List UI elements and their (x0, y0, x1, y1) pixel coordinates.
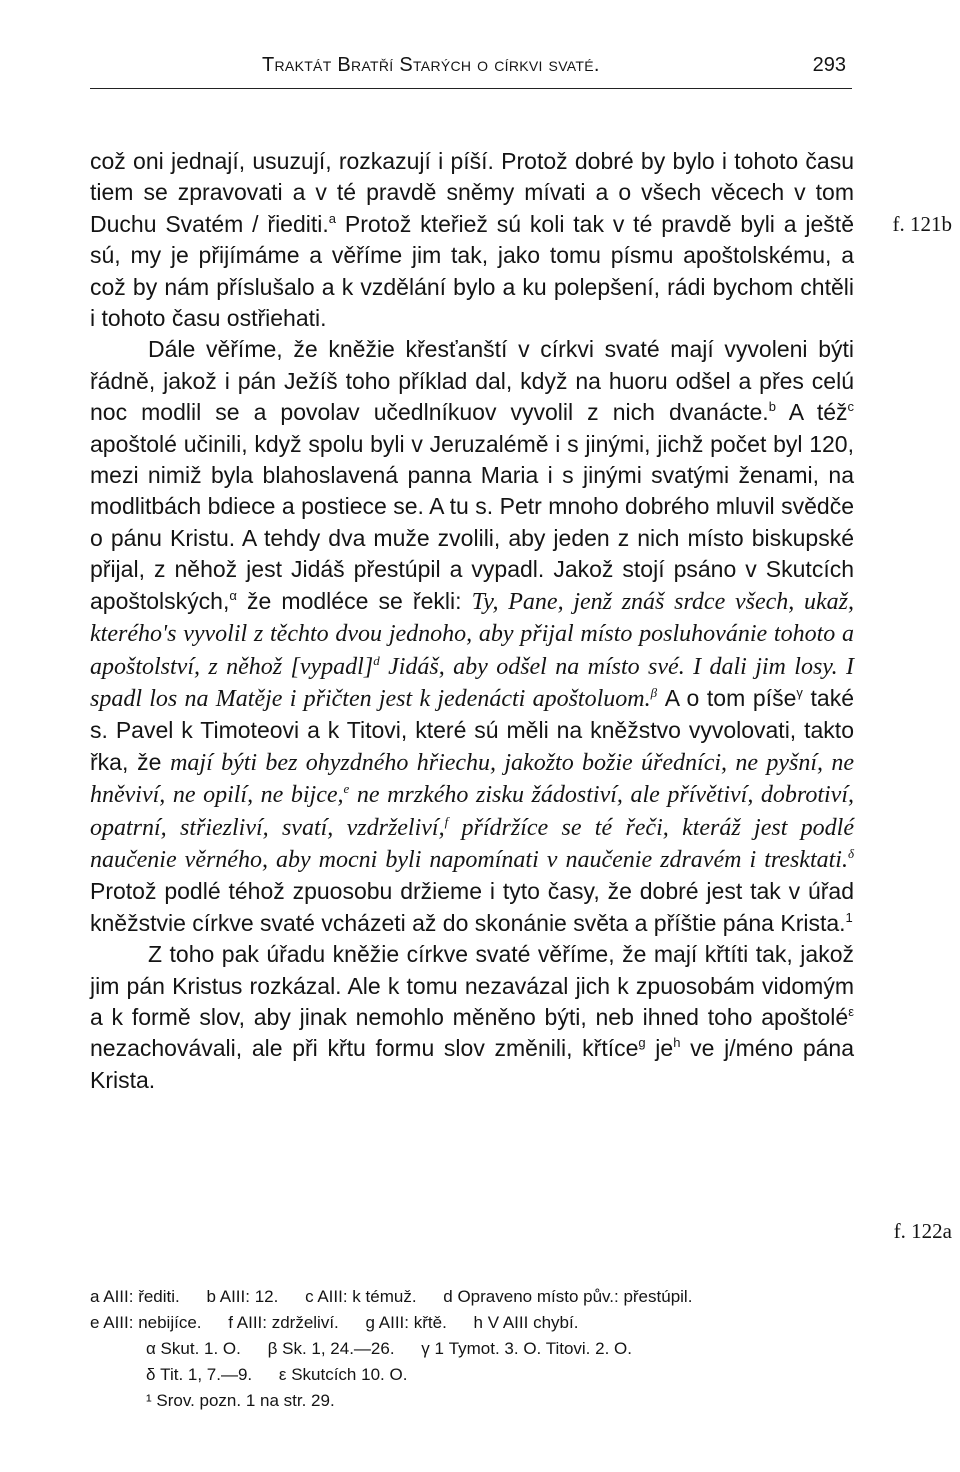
footnote: β Sk. 1, 24.—26. (267, 1339, 395, 1358)
footnotes (90, 1284, 870, 1414)
running-title: Traktát Bratří Starých o církvi svaté. (262, 54, 600, 76)
footnote: δ Tit. 1, 7.—9. (146, 1365, 253, 1384)
margin-folio-note: f. 121b (892, 212, 952, 236)
page-header (90, 52, 852, 92)
footnote: e AIII: nebijíce. (90, 1313, 202, 1332)
footnote: b AIII: 12. (206, 1287, 279, 1306)
main-text (90, 146, 854, 1096)
footnote: d Opraveno místo pův.: přestúpil. (443, 1287, 693, 1306)
footnote: a AIII: řediti. (90, 1287, 180, 1306)
footnote-line (90, 1310, 870, 1336)
paragraph: Dále věříme, že kněžie křesťanští v církvi svaté mají vyvoleni býti řádně, jakož i pán Ježíš toho příklad dal, když na huoru odšel a přes celú noc modlil se a povolav učedlníkuov vyvolil z nich dvanácte.$^b$ A též$^c$ apoštolé učinili, když spolu byli v Jeruzalémě i s jinými, jichž počet byl 120, mezi nimiž byla blahoslavená panna Maria i s jinými svatými ženami, na modlitbách bdiece a postiece se. A tu s. Petr mnoho dobrého mluvil svědče o pánu Kristu. A tehdy dva muže zvolili, aby jeden z nich místo biskupské přijal, z něhož jest Jidáš přestúpil a vypadl. Jakož stojí psáno v Skutcích apoštolských,$^\alpha$ že modléce se řekli: Ty, Pane, jenž znáš srdce všech, ukaž, kterého's vyvolil z těchto dvou jednoho, aby přijal místo posluhovánie tohoto a apoštolství, z něhož [vypadl]$^d$ Jidáš, aby odšel na místo své. I dali jim losy. I spadl los na Matěje i přičten jest k jedenácti apoštoluom.$^\beta$ A o tom píše$^\gamma$ také s. Pavel k Timoteovi a k Titovi, které sú měli na kněžstvo vyvolovati, takto řka, že mají býti bez ohyzdného hřiechu, jakožto božie úředníci, ne pyšní, ne hněviví, ne opilí, ne bijce,$^e$ ne mrzkého zisku žádostiví, ale přívětiví, dobrotiví, opatrní, střiezliví, svatí, vzdrželiví,$^f$ přídržíce se té řeči, kteráž jest podlé naučenie věrného, aby mocni byli napomínati v naučenie zdravém i tresktati.$^\delta$ Protož podlé téhož zpuosobu držieme i tyto časy, že dobré jest tak v úřad kněžstvie církve svaté vcházeti až do skonánie světa a příštie pána Krista.$^1$ (90, 336, 855, 936)
footnote-line (90, 1284, 870, 1310)
footnote: γ 1 Tymot. 3. O. Titovi. 2. O. (421, 1339, 632, 1358)
footnote: ε Skutcích 10. O. (278, 1365, 408, 1384)
page-number: 293 (812, 54, 846, 76)
footnote-line (90, 1362, 870, 1388)
footnote: h V AIII chybí. (473, 1313, 579, 1332)
footnote-line (90, 1388, 870, 1414)
footnote: g AIII: křtě. (365, 1313, 447, 1332)
footnote: α Skut. 1. O. (146, 1339, 241, 1358)
header-rule (90, 88, 852, 89)
margin-folio-note: f. 122a (893, 1219, 952, 1243)
footnote-line (90, 1336, 870, 1362)
paragraph: Z toho pak úřadu kněžie církve svaté věříme, že mají křtíti tak, jakož jim pán Kristus rozkázal. Ale k tomu nezavázal jich k zpuosobám vidomým a k formě slov, aby jinak nemohlo měněno býti, neb ihned toho apoštolé$^\varepsilon$ nezachovávali, ale při křtu formu slov změnili, křtíce$^g$ $je^h$ ve j/méno pána Krista. (90, 941, 854, 1093)
footnote: ¹ Srov. pozn. 1 na str. 29. (146, 1391, 335, 1410)
paragraph: což oni jednají, usuzují, rozkazují i píší. Protož dobré by bylo i tohoto času tiem se zpravovati a v té pravdě sněmy mívati a o všech věcech v tom Duchu Svatém / řiediti.$^a$ Protož kteřiež sú koli tak v té pravdě byli a ještě sú, my je přijímáme a věříme jim tak, jako tomu písmu apoštolskému, a což by nám příslušalo a k vzdělání bylo a ku polepšení, rádi bychom chtěli i tohoto času ostřiehati. (90, 148, 854, 332)
footnote: c AIII: k témuž. (305, 1287, 417, 1306)
footnote: f AIII: zdrželiví. (228, 1313, 339, 1332)
